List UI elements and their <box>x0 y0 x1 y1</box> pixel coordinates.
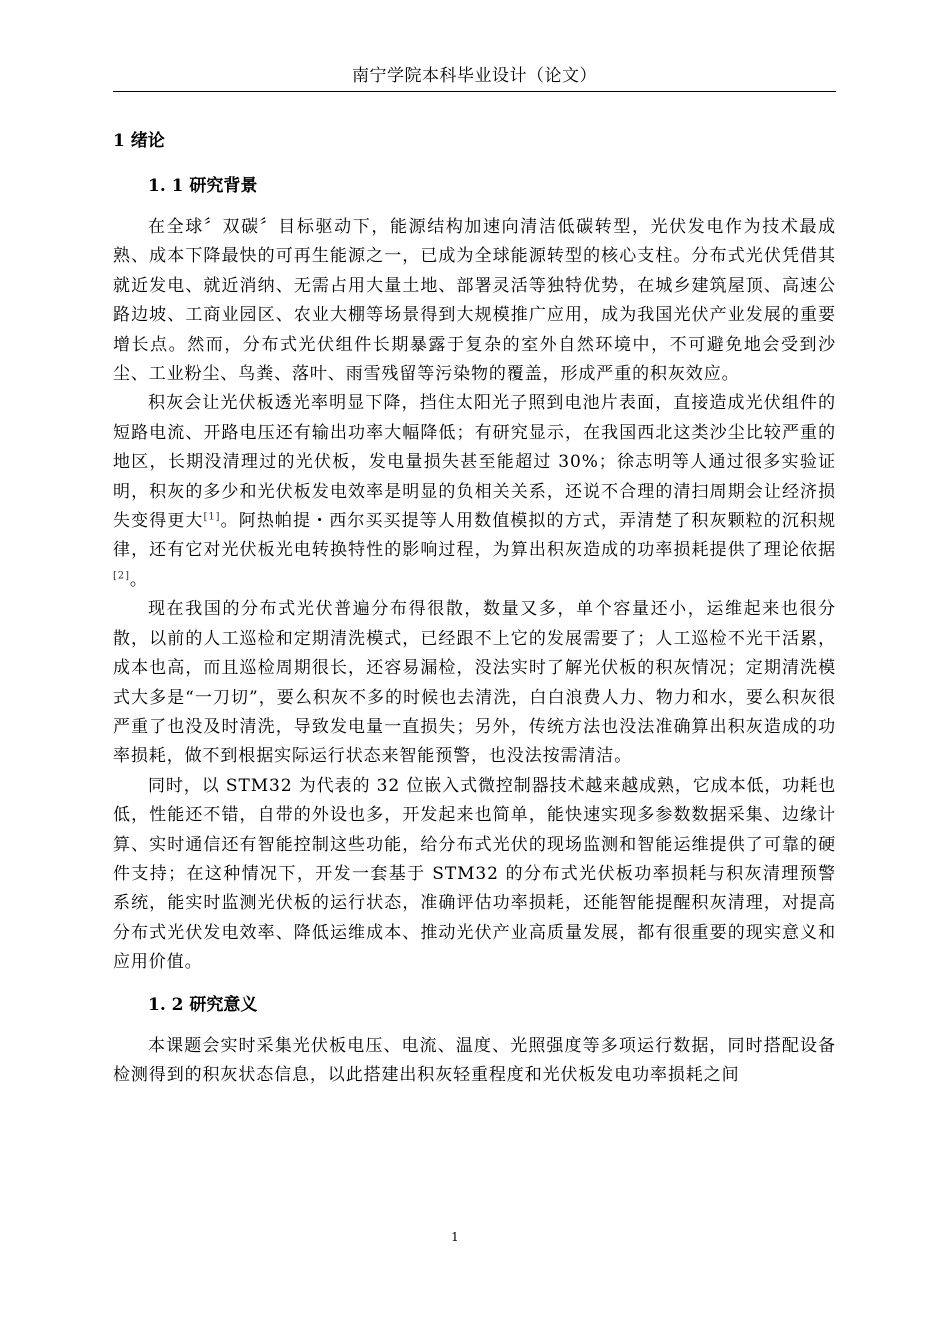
header-rule <box>113 91 836 92</box>
document-body <box>113 128 836 1090</box>
paragraph-background-2 <box>113 389 836 595</box>
paragraph-significance-1: 本课题会实时采集光伏板电压、电流、温度、光照强度等多项运行数据，同时搭配设备检测得到的积灰状态信息，以此搭建出积灰轻重程度和光伏板发电功率损耗之间 <box>113 1035 836 1085</box>
paragraph-background-1: 在全球〞双碳〞目标驱动下，能源结构加速向清洁低碳转型，光伏发电作为技术最成熟、成本下降最快的可再生能源之一，已成为全球能源转型的核心支柱。分布式光伏凭借其就近发电、就近消纳、无需占用大量土地、部署灵活等独特优势，在城乡建筑屋顶、高速公路边坡、工商业园区、农业大棚等场景得到大规模推广应用，成为我国光伏产业发展的重要增长点。然而，分布式光伏组件长期暴露于复杂的室外自然环境中，不可避免地会受到沙尘、工业粉尘、鸟粪、落叶、雨雪残留等污染物的覆盖，形成严重的积灰效应。 <box>113 217 836 385</box>
paragraph-background-3: 现在我国的分布式光伏普遍分布得很散，数量又多，单个容量还小，运维起来也很分散，以前的人工巡检和定期清洗模式，已经跟不上它的发展需要了；人工巡检不光干活累，成本也高，而且巡检周期很长，还容易漏检，没法实时了解光伏板的积灰情况；定期清洗模式大多是“一刀切”，要么积灰不多的时候也去清洗，白白浪费人力、物力和水，要么积灰很严重了也没及时清洗，导致发电量一直损失；另外，传统方法也没法准确算出积灰造成的功率损耗，做不到根据实际运行状态来智能预警，也没法按需清洁。 <box>113 599 836 767</box>
citation-2: [2] <box>113 570 130 582</box>
section-heading-background: 1. 1 研究背景 <box>148 176 258 196</box>
paragraph-text: 积灰会让光伏板透光率明显下降，挡住太阳光子照到电池片表面，直接造成光伏组件的短路电流、开路电压还有输出功率大幅降低；有研究显示，在我国西北这类沙尘比较严重的地区，长期没清理过的光伏板，发电量损失甚至能超过 30%；徐志明等人通过很多实验证明，积灰的多少和光伏板发电效率是明显的负相关关系，还说不合理的清扫周期会让经济损失变得更大 <box>113 393 836 532</box>
paragraph-text: 。 <box>129 569 148 590</box>
page-number: 1 <box>451 1230 459 1244</box>
paragraph-background-4: 同时，以 STM32 为代表的 32 位嵌入式微控制器技术越来越成熟，它成本低，功耗也低，性能还不错，自带的外设也多，开发起来也简单，能快速实现多参数数据采集、边缘计算、实时通信还有智能控制这些功能，给分布式光伏的现场监测和智能运维提供了可靠的硬件支持；在这种情况下，开发一套基于 STM32 的分布式光伏板功率损耗与积灰清理预警系统，能实时监测光伏板的运行状态，准确评估功率损耗，还能智能提醒积灰清理，对提高分布式光伏发电效率、降低运维成本、推动光伏产业高质量发展，都有很重要的现实意义和应用价值。 <box>113 775 836 973</box>
page-header: 南宁学院本科毕业设计（论文） <box>352 66 597 86</box>
paragraph-text: 。阿热帕提・西尔买买提等人用数值模拟的方式，弄清楚了积灰颗粒的沉积规律，还有它对光伏板光电转换特性的影响过程，为算出积灰造成的功率损耗提供了理论依据 <box>113 511 836 561</box>
section-heading-significance: 1. 2 研究意义 <box>148 994 258 1015</box>
citation-1: [1] <box>203 511 221 523</box>
chapter-heading: 1 绪论 <box>113 131 165 151</box>
